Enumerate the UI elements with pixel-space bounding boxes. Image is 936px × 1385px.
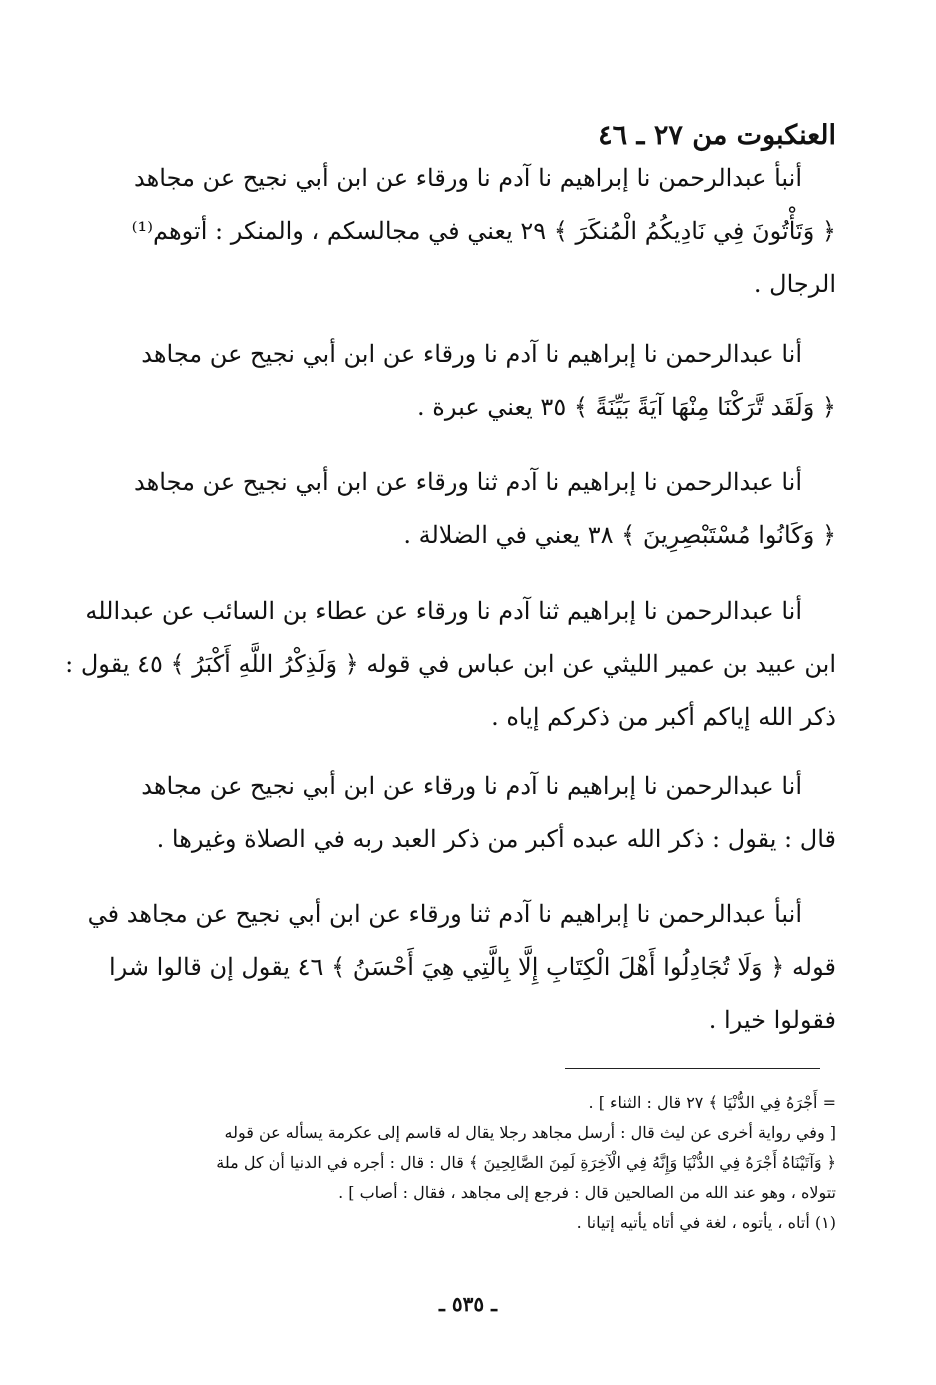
paragraph-line: أنا عبدالرحمن نا إبراهيم نا آدم ثنا ورقاء عن ابن أبي نجيح عن مجاهد — [134, 468, 802, 496]
footnote-line: = أَجْرَهُ فِي الدُّنْيَا ﴾ ٢٧ قال : الثناء ] . — [588, 1093, 836, 1112]
paragraph-line: أنا عبدالرحمن نا إبراهيم نا آدم نا ورقاء عن ابن أبي نجيح عن مجاهد — [141, 340, 802, 368]
footnote-line: ﴿ وَآتَيْنَاهُ أَجْرَهُ فِي الدُّنْيَا وَإِنَّهُ فِي الْآخِرَةِ لَمِنَ الصَّالِحِينَ ﴾ قال : قال : أجره في الدنيا أن كل ملة — [216, 1153, 836, 1172]
paragraph-line: قال : يقول : ذكر الله عبده أكبر من ذكر العبد ربه في الصلاة وغيرها . — [156, 825, 836, 853]
footnote-line: تتولاه ، وهو عند الله من الصالحين قال : فرجع إلى مجاهد ، فقال : أصاب ] . — [338, 1183, 836, 1202]
paragraph-line: ابن عبيد بن عمير الليثي عن ابن عباس في قوله ﴿ وَلَذِكْرُ اللَّهِ أَكْبَرُ ﴾ ٤٥ يقول : — [65, 650, 836, 678]
paragraph-line: أنا عبدالرحمن نا إبراهيم نا آدم نا ورقاء عن ابن أبي نجيح عن مجاهد — [141, 772, 802, 800]
paragraph-line: أنبأ عبدالرحمن نا إبراهيم نا آدم نا ورقاء عن ابن أبي نجيح عن مجاهد — [134, 164, 802, 192]
hadith-paragraph-5 — [136, 760, 836, 866]
page-header — [136, 116, 836, 156]
paragraph-line: ﴿ وَتَأْتُونَ فِي نَادِيكُمُ الْمُنكَرَ ﴾ ٢٩ يعني في مجالسكم ، والمنكر : أتوهم⁽¹⁾ — [131, 217, 836, 245]
hadith-paragraph-2 — [136, 328, 836, 434]
hadith-paragraph-3 — [136, 456, 836, 562]
surah-range-title: العنكبوت من ٢٧ ـ ٤٦ — [598, 120, 836, 151]
footnote-line: (١) أتاه ، يأتوه ، لغة في أتاه يأتيه إتيانا . — [576, 1213, 836, 1232]
hadith-paragraph-6 — [87, 888, 836, 1047]
paragraph-line: الرجال . — [753, 270, 836, 298]
paragraph-line: قوله ﴿ وَلَا تُجَادِلُوا أَهْلَ الْكِتَابِ إِلَّا بِالَّتِي هِيَ أَحْسَنُ ﴾ ٤٦ يقول إن قالوا شرا — [109, 953, 836, 981]
paragraph-line: ﴿ وَكَانُوا مُسْتَبْصِرِينَ ﴾ ٣٨ يعني في الضلالة . — [403, 521, 836, 549]
footnote-line: [ وفي رواية أخرى عن ليث قال : أرسل مجاهد رجلا يقال له قاسم إلى عكرمة يسأله عن قوله — [224, 1123, 836, 1142]
paragraph-line: فقولوا خيرا . — [708, 1006, 836, 1034]
page-number: ـ ٥٣٥ ـ — [439, 1292, 497, 1316]
paragraph-line: أنا عبدالرحمن نا إبراهيم ثنا آدم نا ورقاء عن عطاء بن السائب عن عبدالله — [85, 597, 802, 625]
hadith-paragraph-4 — [65, 585, 836, 744]
paragraph-line: ﴿ وَلَقَد تَّرَكْنَا مِنْهَا آيَةً بَيِّنَةً ﴾ ٣٥ يعني عبرة . — [417, 393, 836, 421]
footnotes — [136, 1088, 836, 1238]
footnote-separator — [565, 1068, 820, 1069]
paragraph-line: أنبأ عبدالرحمن نا إبراهيم نا آدم ثنا ورقاء عن ابن أبي نجيح عن مجاهد في — [87, 900, 802, 928]
paragraph-line: ذكر الله إياكم أكبر من ذكركم إياه . — [491, 703, 836, 731]
hadith-paragraph-1 — [131, 152, 836, 311]
